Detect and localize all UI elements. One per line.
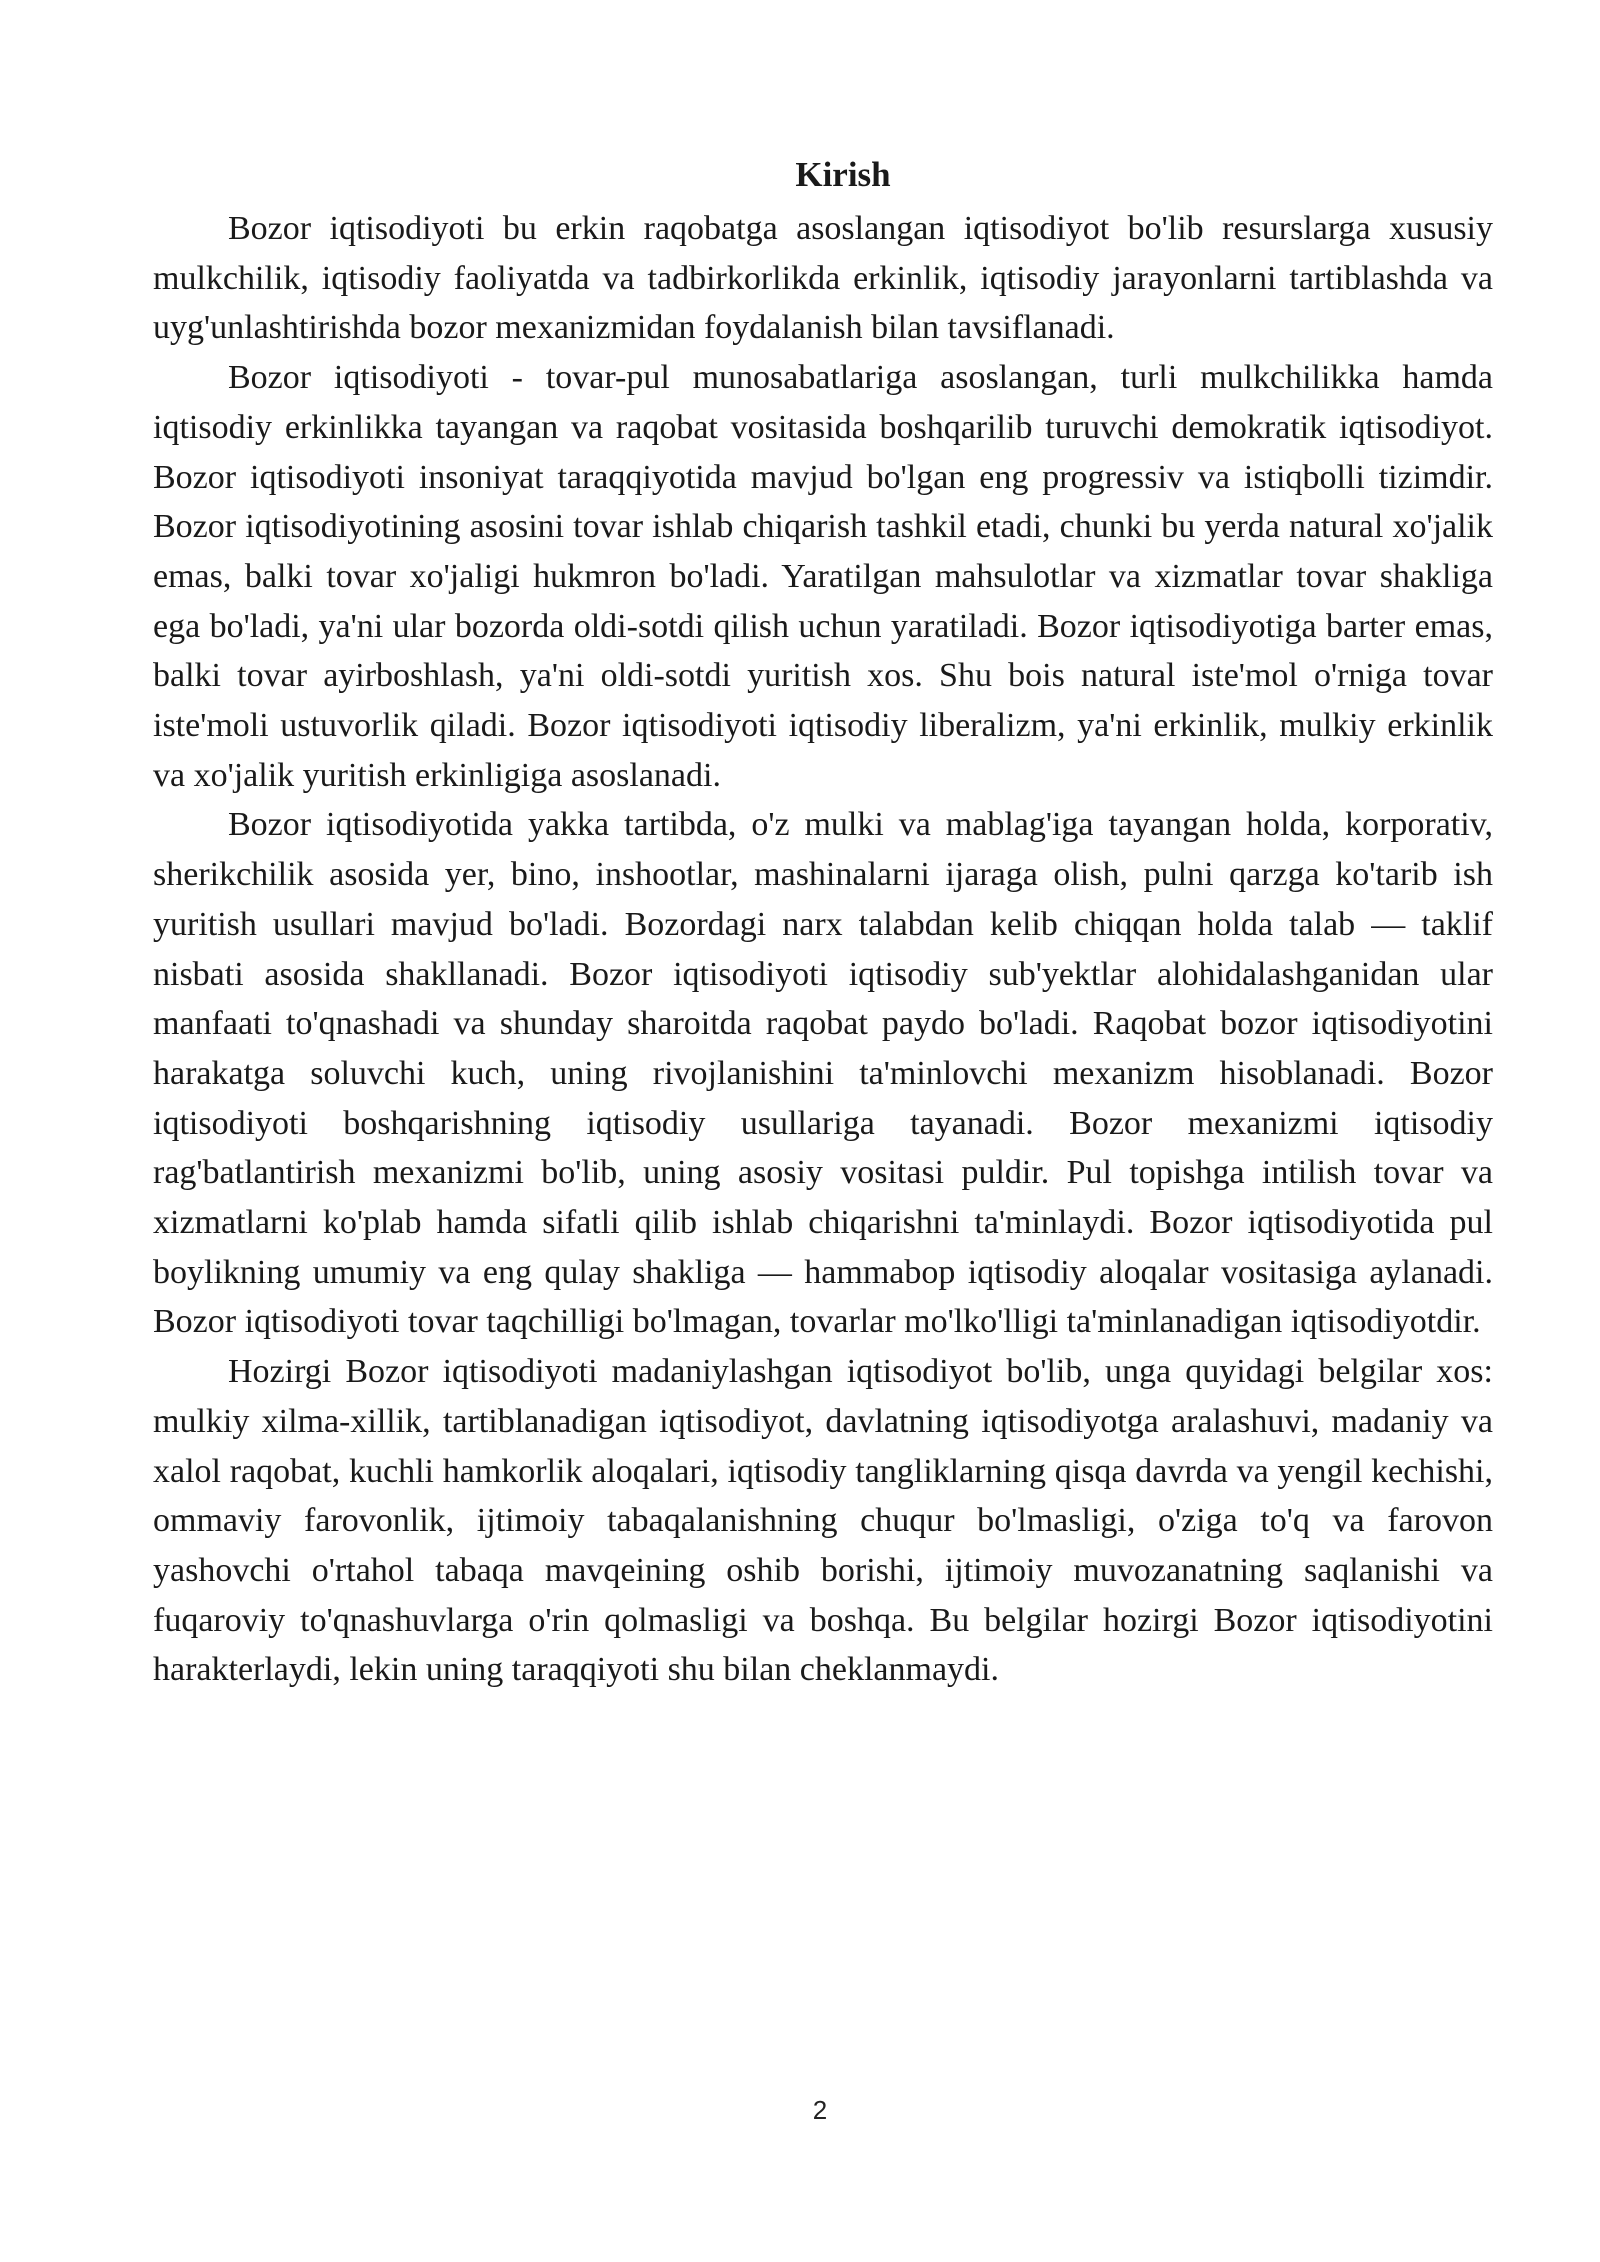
paragraph-4: Hozirgi Bozor iqtisodiyoti madaniylashgan iqtisodiyot bo'lib, unga quyidagi belgilar xos: mulkiy xilma-xillik, tartiblanadigan iqtisodiyot, davlatning iqtisodiyotga aralashuvi, madaniy va xalol raqobat, kuchli hamkorlik aloqalari, iqtisodiy tangliklarning qisqa davrda va yengil kechishi, ommaviy farovonlik, ijtimoiy tabaqalanishning chuqur bo'lmasligi, o'ziga to'q va farovon yashovchi o'rtahol tabaqa mavqeining oshib borishi, ijtimoiy muvozanatning saqlanishi va fuqaroviy to'qnashuvlarga o'rin qolmasligi va boshqa. Bu belgilar hozirgi Bozor iqtisodiyotini harakterlaydi, lekin uning taraqqiyoti shu bilan cheklanmaydi.	[153, 1353, 1493, 1689]
section-title: Kirish	[795, 155, 891, 194]
paragraph-1: Bozor iqtisodiyoti bu erkin raqobatga asoslangan iqtisodiyot bo'lib resurslarga xususiy mulkchilik, iqtisodiy faoliyatda va tadbirkorlikda erkinlik, iqtisodiy jarayonlarni tartiblashda va uyg'unlashtirishda bozor mexanizmidan foydalanish bilan tavsiflanadi.	[153, 210, 1493, 347]
document-body	[153, 146, 1493, 1695]
page-number: 2	[812, 2095, 828, 2125]
paragraph-3: Bozor iqtisodiyotida yakka tartibda, o'z mulki va mablag'iga tayangan holda, korporativ, sherikchilik asosida yer, bino, inshootlar, mashinalarni ijaraga olish, pulni qarzga ko'tarib ish yuritish usullari mavjud bo'ladi. Bozordagi narx talabdan kelib chiqqan holda talab — taklif nisbati asosida shakllanadi. Bozor iqtisodiyoti iqtisodiy sub'yektlar alohidalashganidan ular manfaati to'qnashadi va shunday sharoitda raqobat paydo bo'ladi. Raqobat bozor iqtisodiyotini harakatga soluvchi kuch, uning rivojlanishini ta'minlovchi mexanizm hisoblanadi. Bozor iqtisodiyoti boshqarishning iqtisodiy usullariga tayanadi. Bozor mexanizmi iqtisodiy rag'batlantirish mexanizmi bo'lib, uning asosiy vositasi puldir. Pul topishga intilish tovar va xizmatlarni ko'plab hamda sifatli qilib ishlab chiqarishni ta'minlaydi. Bozor iqtisodiyotida pul boylikning umumiy va eng qulay shakliga — hammabop iqtisodiy aloqalar vositasiga aylanadi. Bozor iqtisodiyoti tovar taqchilligi bo'lmagan, tovarlar mo'lko'lligi ta'minlanadigan iqtisodiyotdir.	[153, 806, 1493, 1341]
paragraph-2: Bozor iqtisodiyoti - tovar-pul munosabatlariga asoslangan, turli mulkchilikka hamda iqtisodiy erkinlikka tayangan va raqobat vositasida boshqarilib turuvchi demokratik iqtisodiyot. Bozor iqtisodiyoti insoniyat taraqqiyotida mavjud bo'lgan eng progressiv va istiqbolli tizimdir. Bozor iqtisodiyotining asosini tovar ishlab chiqarish tashkil etadi, chunki bu yerda natural xo'jalik emas, balki tovar xo'jaligi hukmron bo'ladi. Yaratilgan mahsulotlar va xizmatlar tovar shakliga ega bo'ladi, ya'ni ular bozorda oldi-sotdi qilish uchun yaratiladi. Bozor iqtisodiyotiga barter emas, balki tovar ayirboshlash, ya'ni oldi-sotdi yuritish xos. Shu bois natural iste'mol o'rniga tovar iste'moli ustuvorlik qiladi. Bozor iqtisodiyoti iqtisodiy liberalizm, ya'ni erkinlik, mulkiy erkinlik va xo'jalik yuritish erkinligiga asoslanadi.	[153, 359, 1493, 794]
